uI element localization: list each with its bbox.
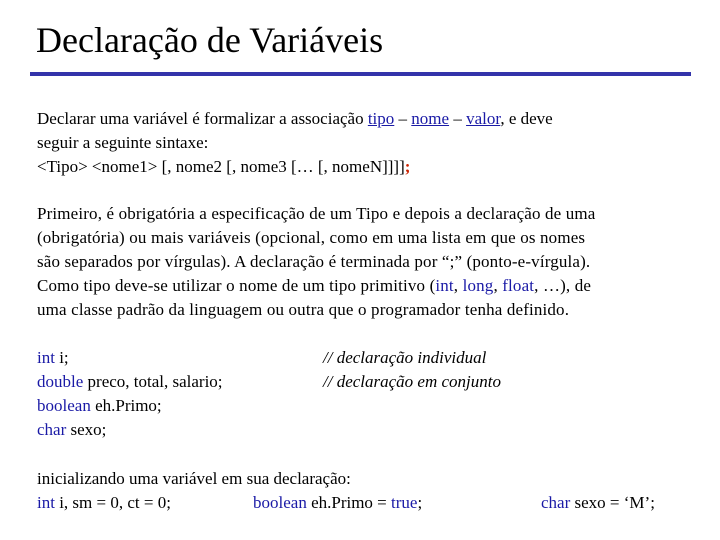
intro-text: Declarar uma variável é formalizar a associação [37, 109, 368, 128]
keyword-boolean: boolean [37, 396, 91, 415]
dash-separator: – [394, 109, 412, 128]
keyword-long: long [462, 276, 494, 295]
syntax-paragraph [37, 107, 553, 179]
syntax-intro-line [37, 107, 553, 131]
code-comment: // declaração individual [323, 348, 487, 367]
init-example-boolean [253, 491, 422, 515]
valor-term: valor [466, 109, 501, 128]
code-text: preco, total, salario; [83, 372, 223, 391]
dash-separator: – [449, 109, 467, 128]
explanation-text: , …), de [534, 276, 592, 295]
comma: , [453, 276, 463, 295]
explanation-line: são separados por vírgulas). A declaração é terminada por “;” (ponto-e-vírgula). [37, 252, 591, 271]
code-text: eh.Primo; [90, 396, 162, 415]
keyword-float: float [502, 276, 535, 295]
slide-title: Declaração de Variáveis [36, 20, 384, 60]
keyword-int: int [37, 493, 55, 512]
explanation-line: (obrigatória) ou mais variáveis (opcional, como em uma lista em que os nomes [37, 228, 586, 247]
title-divider [30, 72, 691, 76]
keyword-true: true [391, 493, 418, 512]
explanation-line: Primeiro, é obrigatória a especificação de um Tipo e depois a declaração de uma [37, 204, 596, 223]
initialization-heading: inicializando uma variável em sua declaração: [37, 469, 351, 488]
keyword-char: char [541, 493, 571, 512]
code-examples [37, 346, 223, 442]
explanation-line: uma classe padrão da linguagem ou outra que o programador tenha definido. [37, 300, 570, 319]
explanation-text: Como tipo deve-se utilizar o nome de um tipo primitivo ( [37, 276, 436, 295]
code-comments [323, 346, 501, 394]
explanation-line [37, 274, 595, 298]
code-text: sexo = ‘M’; [570, 493, 655, 512]
code-text: eh.Primo = [306, 493, 392, 512]
code-line [37, 394, 223, 418]
code-line [37, 418, 223, 442]
tipo-term: tipo [367, 109, 395, 128]
code-text: i; [54, 348, 69, 367]
init-example-int [37, 491, 171, 515]
keyword-boolean: boolean [253, 493, 307, 512]
code-line [37, 346, 223, 370]
comma: , [493, 276, 503, 295]
syntax-text: <Tipo> <nome1> [, nome2 [, nome3 [… [, nomeN]]]] [37, 157, 405, 176]
syntax-semicolon: ; [404, 157, 411, 176]
code-line [37, 370, 223, 394]
syntax-definition [37, 155, 553, 179]
code-text: i, sm = 0, ct = 0; [54, 493, 171, 512]
syntax-intro-line2: seguir a seguinte sintaxe: [37, 133, 209, 152]
init-example-char [541, 491, 655, 515]
keyword-int: int [435, 276, 454, 295]
code-text: ; [417, 493, 423, 512]
explanation-paragraph [37, 202, 595, 322]
keyword-int: int [37, 348, 55, 367]
keyword-double: double [37, 372, 84, 391]
nome-term: nome [411, 109, 450, 128]
intro-tail: , e deve [500, 109, 553, 128]
code-text: sexo; [66, 420, 107, 439]
code-comment: // declaração em conjunto [323, 372, 501, 391]
keyword-char: char [37, 420, 67, 439]
